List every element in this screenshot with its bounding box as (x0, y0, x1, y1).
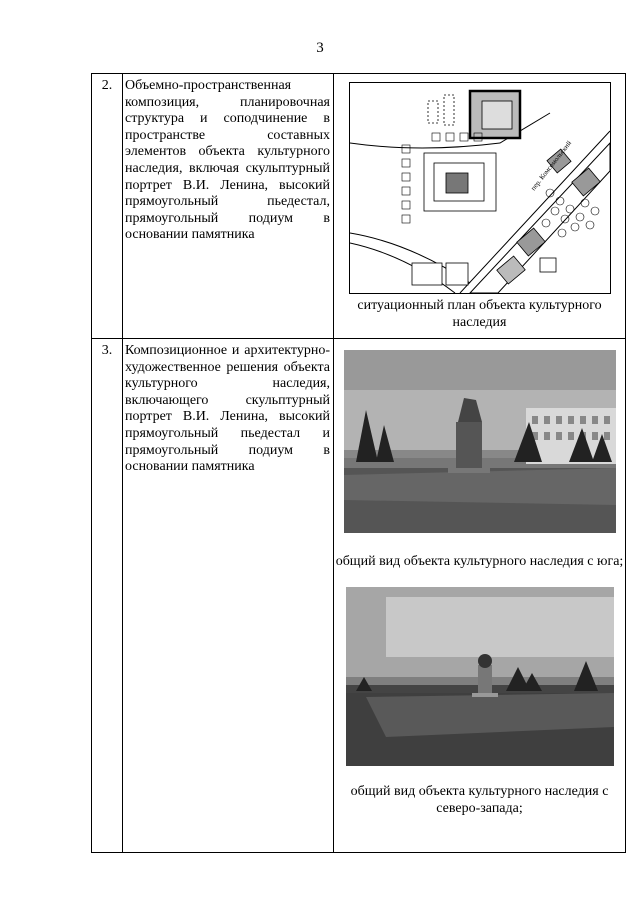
image-caption: общий вид объекта культурного наследия с юга; (335, 554, 624, 569)
monument-photo-northwest (346, 587, 614, 766)
row-number: 3. (92, 339, 123, 853)
row-media (334, 74, 626, 339)
street-label: пер. Комсомольский (528, 139, 573, 193)
row-media (334, 339, 626, 853)
table-row (92, 339, 626, 853)
monument-elements-table (91, 73, 626, 853)
image-caption: ситуационный план объекта культурного наследия (357, 298, 602, 330)
page-number: 3 (316, 40, 324, 56)
row-number: 2. (92, 74, 123, 339)
image-caption: общий вид объекта культурного наследия с северо-запада; (350, 784, 609, 816)
monument-photo-south (344, 350, 616, 533)
row-description: Объемно-пространственная композиция, планировочная структура и соподчинение в пространстве составных элементов объекта культурного наследия, включая скульптурный портрет В.И. Ленина, высокий прямоугольный пьедестал, прямоугольный подиум в основании памятника (123, 74, 334, 339)
row-description: Композиционное и архитектурно-художественное решения объекта культурного наследия, включающего скульптурный портрет В.И. Ленина, высокий прямоугольный пьедестал и прямоугольный подиум в основании памятника (123, 339, 334, 853)
situational-plan-map (350, 83, 610, 293)
situational-plan-image (349, 82, 611, 294)
table-row (92, 74, 626, 339)
